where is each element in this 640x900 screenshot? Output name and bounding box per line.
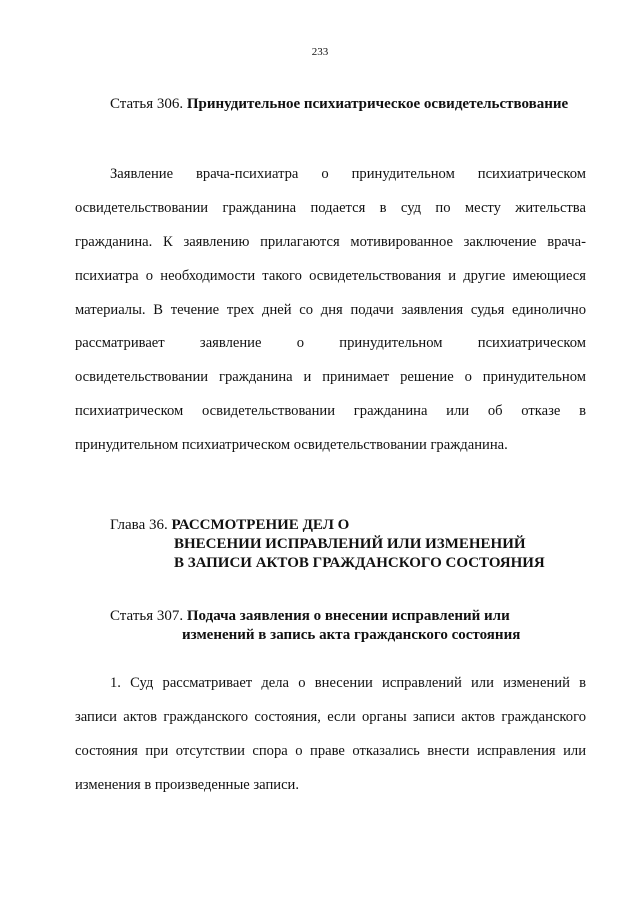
- text-line: Заявление врача-психиатра о принудительном психиатрическом: [110, 166, 586, 182]
- text-line: психиатрическом освидетельствовании гражданина или об отказе в: [75, 403, 586, 420]
- article-306-heading: [110, 95, 568, 113]
- chapter-36-heading: [110, 516, 545, 573]
- article-307-body: [75, 667, 586, 803]
- text-line: рассматривает заявление о принудительном психиатрическом: [75, 335, 586, 352]
- chapter-36-title-line-3: В ЗАПИСИ АКТОВ ГРАЖДАНСКОГО СОСТОЯНИЯ: [174, 555, 545, 571]
- text-line: гражданина. К заявлению прилагаются мотивированное заключение врача-: [75, 233, 586, 250]
- chapter-36-prefix: Глава 36.: [110, 517, 168, 533]
- article-307-heading: [110, 607, 520, 645]
- chapter-36-title-line-1: РАССМОТРЕНИЕ ДЕЛ О: [171, 517, 350, 533]
- article-306-title: Принудительное психиатрическое освидетельствование: [186, 96, 569, 112]
- text-line: изменения в произведенные записи.: [75, 776, 300, 793]
- article-307-title-line-2: изменений в запись акта гражданского состояния: [182, 627, 521, 643]
- page-number: 233: [311, 46, 329, 58]
- article-307-prefix: Статья 307.: [110, 608, 184, 624]
- article-306-body: [75, 158, 586, 463]
- article-306-prefix: Статья 306.: [110, 96, 184, 112]
- text-line: освидетельствовании гражданина и принимает решение о принудительном: [75, 369, 586, 386]
- text-line: 1. Суд рассматривает дела о внесении исправлений или изменений в: [110, 675, 586, 691]
- text-line: материалы. В течение трех дней со дня подачи заявления судья единолично: [75, 301, 586, 318]
- text-line: психиатра о необходимости такого освидетельствования и другие имеющиеся: [75, 267, 586, 284]
- text-line: состояния при отсутствии спора о праве отказались внести исправления или: [75, 742, 586, 759]
- chapter-36-title-line-2: ВНЕСЕНИИ ИСПРАВЛЕНИЙ ИЛИ ИЗМЕНЕНИЙ: [174, 536, 526, 552]
- text-line: принудительном психиатрическом освидетельствовании гражданина.: [75, 437, 508, 454]
- text-line: записи актов гражданского состояния, если органы записи актов гражданского: [75, 708, 586, 725]
- text-line: освидетельствовании гражданина подается в суд по месту жительства: [75, 199, 586, 216]
- article-307-title-line-1: Подача заявления о внесении исправлений или: [186, 608, 510, 624]
